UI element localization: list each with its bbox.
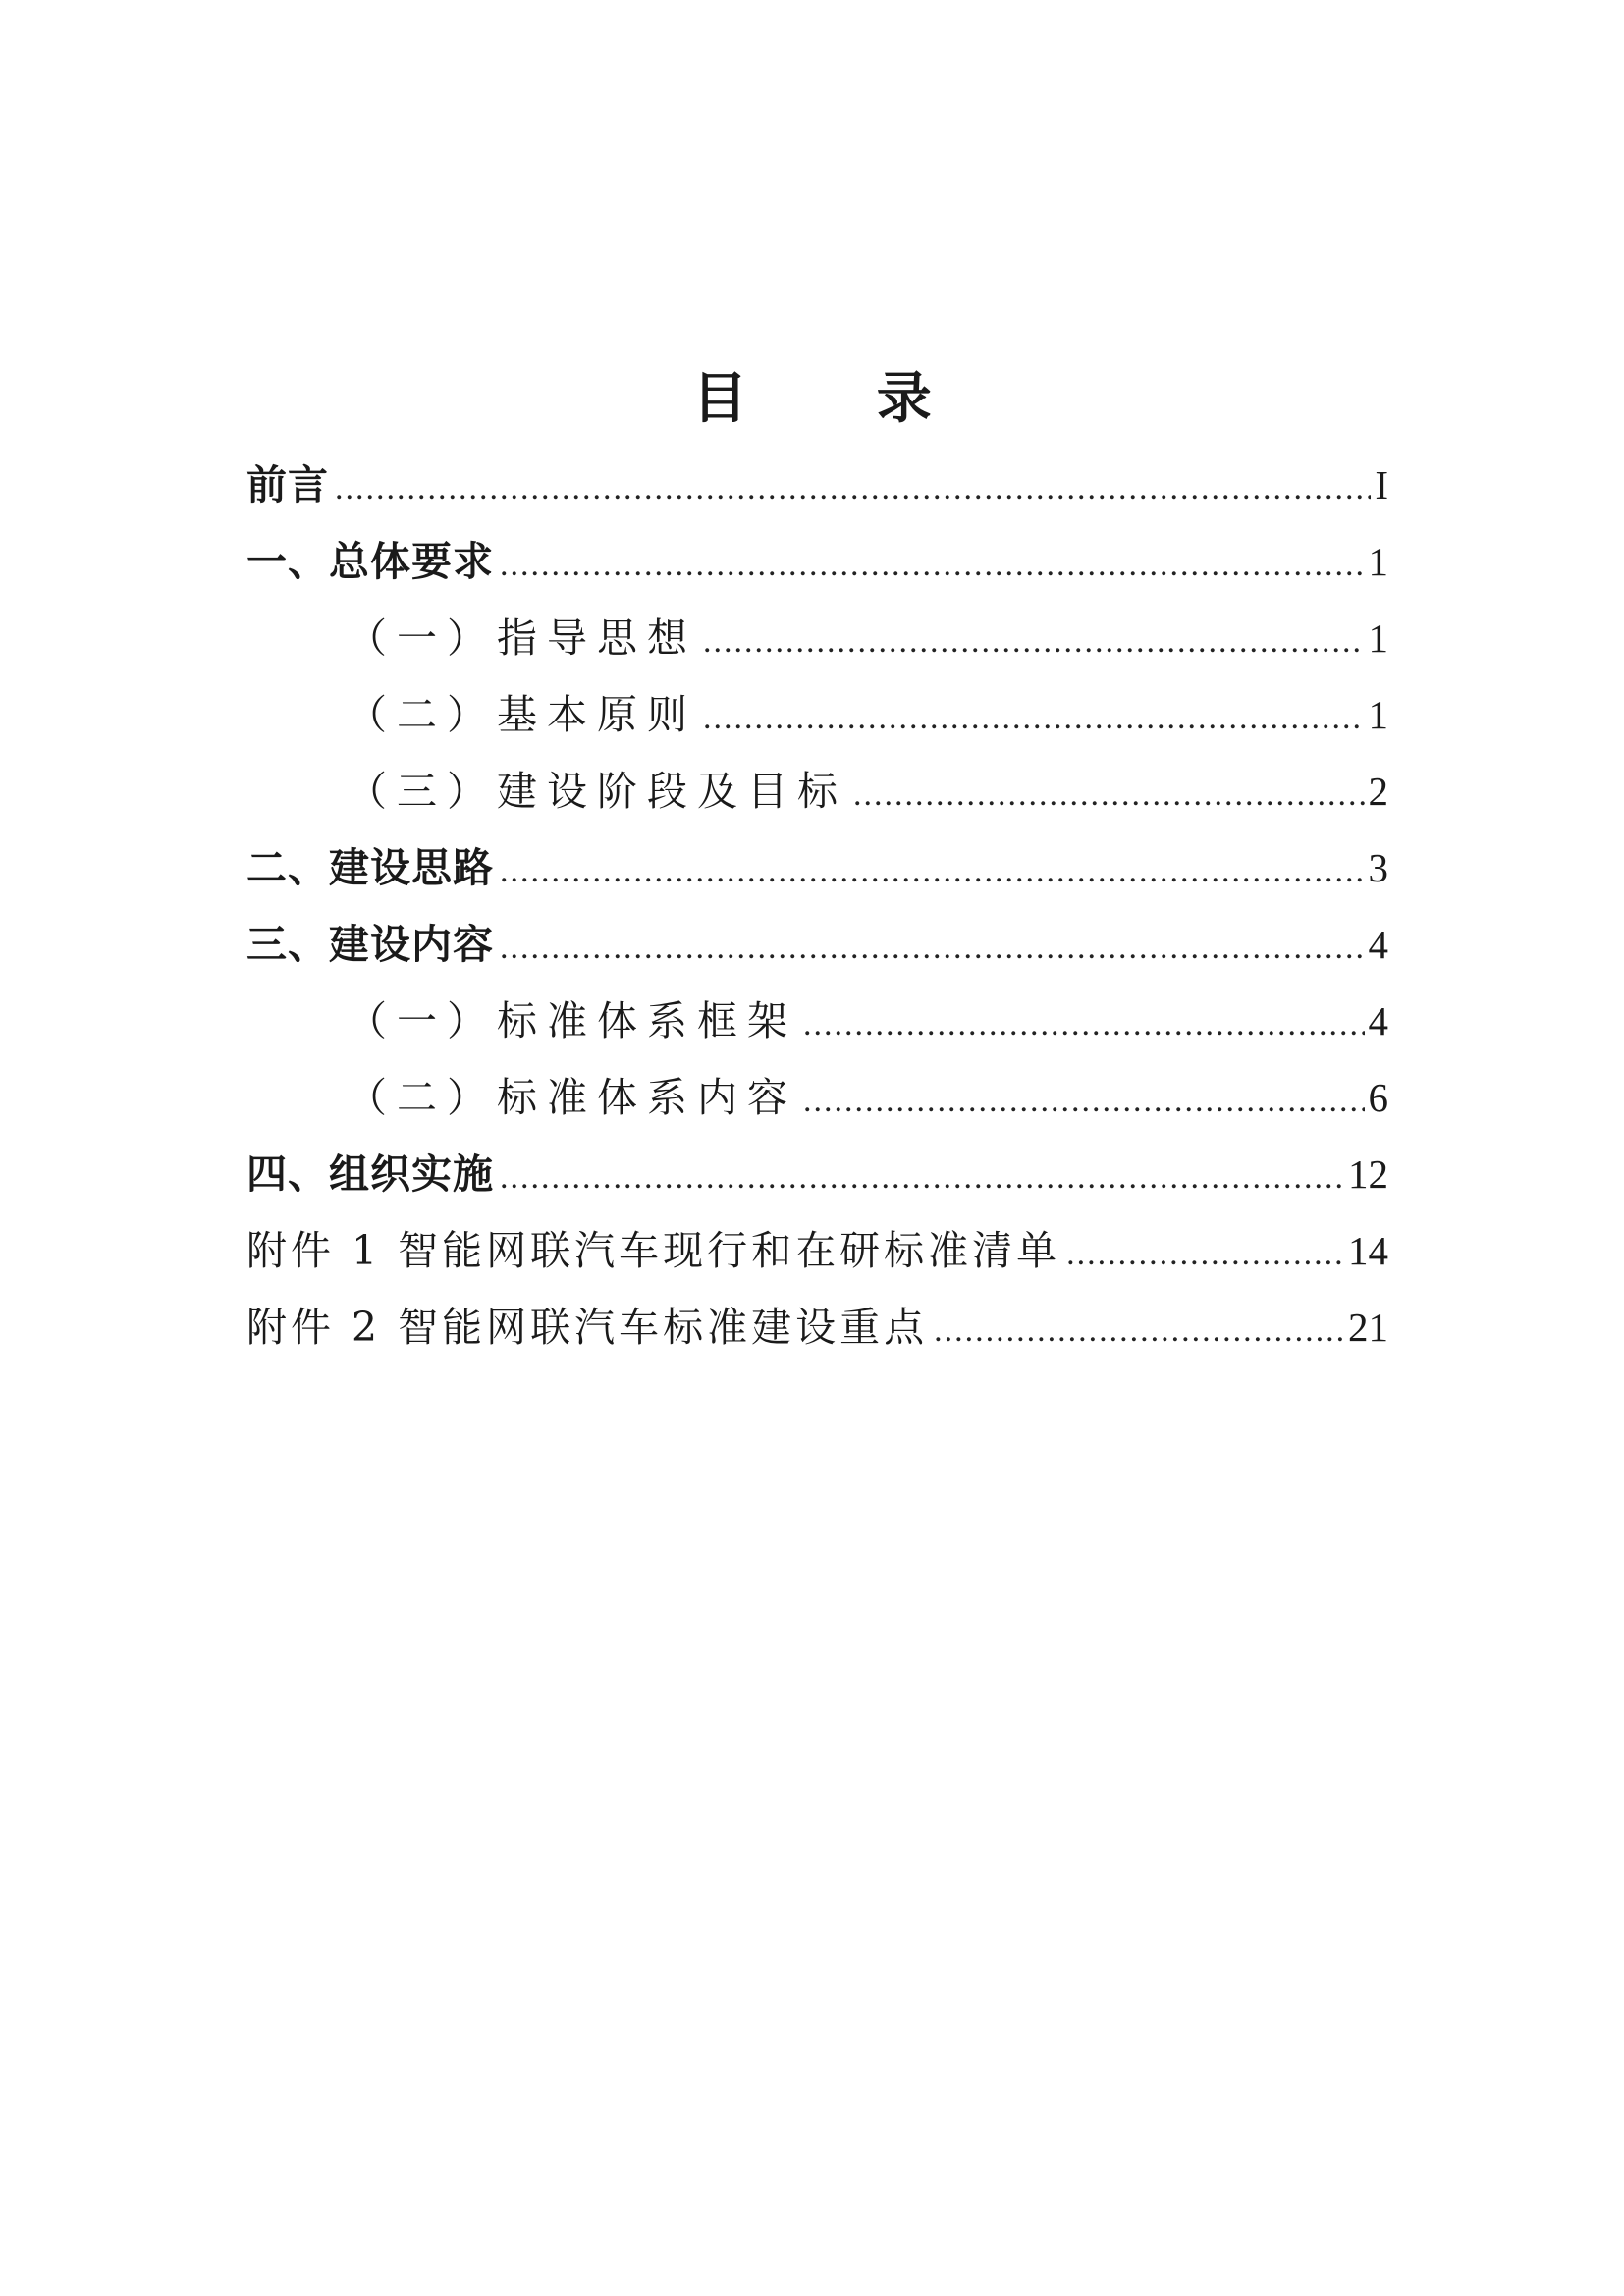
toc-entry-label: 附件 1 智能网联汽车现行和在研标准清单 xyxy=(246,1227,1061,1274)
toc-entry-label: 四、组织实施 xyxy=(246,1150,494,1198)
toc-entry-page: 6 xyxy=(1368,1075,1388,1120)
toc-entry-page: 4 xyxy=(1368,998,1388,1043)
toc-entry-page: 2 xyxy=(1368,769,1388,814)
toc-entry-page: I xyxy=(1375,462,1388,507)
toc-entry-label: 三、建设内容 xyxy=(246,921,494,968)
toc-entry-section-4[interactable] xyxy=(246,1136,1388,1212)
toc-entry-label: 附件 2 智能网联汽车标准建设重点 xyxy=(246,1304,929,1351)
toc-leader-dots xyxy=(703,680,1365,757)
toc-entry-page: 1 xyxy=(1368,692,1388,737)
toc-entry-preface[interactable] xyxy=(246,447,1388,523)
toc-leader-dots xyxy=(335,451,1371,527)
toc-title: 目 录 xyxy=(692,367,987,431)
table-of-contents xyxy=(246,447,1388,1365)
toc-entry-label: （二）标准体系内容 xyxy=(347,1074,797,1121)
toc-leader-dots xyxy=(500,1140,1344,1216)
toc-entry-page: 1 xyxy=(1368,615,1388,661)
toc-leader-dots xyxy=(500,833,1365,910)
toc-entry-page: 3 xyxy=(1368,845,1388,890)
toc-entry-page: 12 xyxy=(1348,1151,1388,1197)
toc-entry-section-3-1[interactable] xyxy=(246,983,1388,1059)
toc-entry-appendix-2[interactable] xyxy=(246,1289,1388,1365)
toc-entry-label: （一）指导思想 xyxy=(347,614,697,662)
toc-entry-label: 一、总体要求 xyxy=(246,538,494,585)
toc-entry-section-1-3[interactable] xyxy=(246,753,1388,829)
toc-entry-section-1-2[interactable] xyxy=(246,676,1388,753)
toc-entry-page: 4 xyxy=(1368,922,1388,967)
toc-entry-section-1[interactable] xyxy=(246,523,1388,600)
toc-entry-label: （一）标准体系框架 xyxy=(347,997,797,1044)
toc-leader-dots xyxy=(1066,1216,1344,1293)
toc-leader-dots xyxy=(703,604,1365,680)
toc-entry-label: 二、建设思路 xyxy=(246,844,494,891)
toc-entry-section-3-2[interactable] xyxy=(246,1059,1388,1136)
toc-leader-dots xyxy=(500,910,1365,987)
toc-entry-label: （二）基本原则 xyxy=(347,691,697,738)
toc-leader-dots xyxy=(934,1293,1344,1369)
toc-entry-section-2[interactable] xyxy=(246,829,1388,906)
toc-entry-section-1-1[interactable] xyxy=(246,600,1388,676)
toc-entry-section-3[interactable] xyxy=(246,906,1388,983)
toc-leader-dots xyxy=(500,527,1365,604)
toc-leader-dots xyxy=(803,987,1365,1063)
toc-entry-label: 前言 xyxy=(246,461,329,508)
toc-entry-page: 14 xyxy=(1348,1228,1388,1273)
toc-entry-label: （三）建设阶段及目标 xyxy=(347,768,847,815)
toc-leader-dots xyxy=(803,1063,1365,1140)
toc-entry-page: 1 xyxy=(1368,539,1388,584)
toc-entry-page: 21 xyxy=(1348,1305,1388,1350)
toc-entry-appendix-1[interactable] xyxy=(246,1212,1388,1289)
toc-leader-dots xyxy=(853,757,1365,833)
